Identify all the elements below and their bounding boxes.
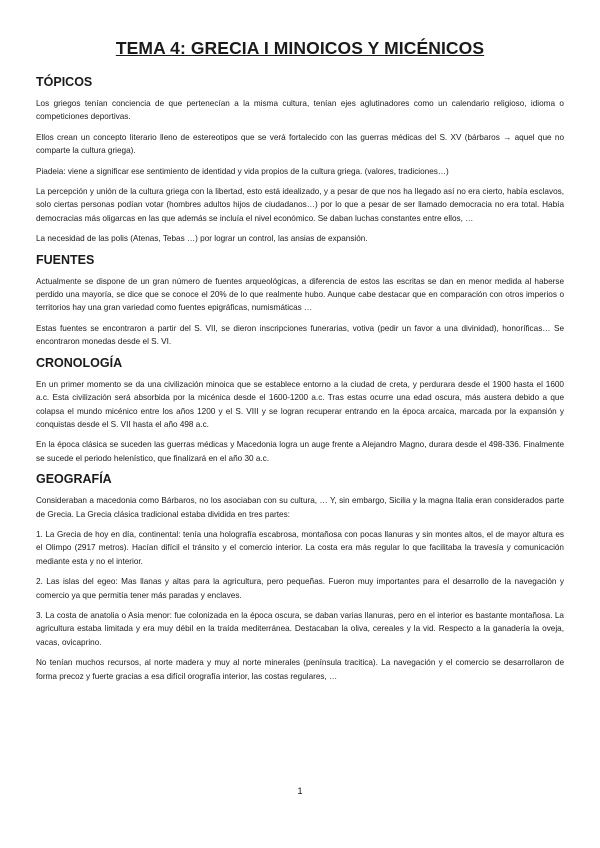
paragraph: Estas fuentes se encontraron a partir del S. VII, se dieron inscripciones funerarias, votiva (pedir un favor a una divinidad), honoríficas… Se encontraron monedas desde el S. VI. — [36, 323, 564, 347]
section-geografia — [36, 472, 564, 683]
paragraph: Ellos crean un concepto literario lleno de estereotipos que se verá fortalecido con las guerras médicas del S. XV (bárbaros → aquel que no comparte la cultura griega). — [36, 132, 564, 156]
section-heading: TÓPICOS — [36, 75, 93, 89]
paragraph: Consideraban a macedonia como Bárbaros, no los asociaban con su cultura, … Y, sin embargo, Sicilia y la magna Italia eran considerados parte de Grecia. La Grecia clásica tradicional estaba dividida en tres partes: — [36, 496, 564, 519]
paragraph: Los griegos tenían conciencia de que pertenecían a la misma cultura, tenían ejes aglutinadores como un calendario religioso, idioma o competiciones deportivas. — [36, 99, 564, 122]
page-number: 1 — [297, 786, 303, 797]
list-item: 1. La Grecia de hoy en día, continental: tenía una holografía escabrosa, montañosa con pocas llanuras y sin montes altos, el de mayor altura es el Olimpo (2917 metros). Hacían difícil el tránsito y el comercio interior. La costa era más regular lo que facilitaba la travesía y comunicación mediante esta y no el interior. — [36, 529, 564, 566]
section-fuentes — [36, 253, 564, 349]
paragraph: No tenían muchos recursos, al norte madera y muy al norte minerales (península tracitica). La navegación y el comercio se desarrollaron de forma precoz y fuerte gracias a esa difícil orografía interior, las costas regulares, … — [36, 658, 564, 681]
list-item: 2. Las islas del egeo: Mas llanas y altas para la agricultura, pero pequeñas. Fueron muy importantes para el desarrollo de la navegación y comercio ya que permitía tener más paradas y enclaves. — [36, 577, 564, 600]
paragraph: Piadeia: viene a significar ese sentimiento de identidad y vida propios de la cultura griega. (valores, tradiciones…) — [36, 166, 449, 176]
section-heading: FUENTES — [36, 252, 95, 267]
paragraph: La necesidad de las polis (Atenas, Tebas …) por lograr un control, las ansias de expansión. — [36, 234, 368, 244]
paragraph: La percepción y unión de la cultura griega con la libertad, esto está idealizado, y a pesar de que nos ha llegado así no era cierto, había esclavos, solo ciertas personas podían votar (hombres adultos hijos de ciudadanos…) por lo que a pesar de ser llamado democracia no era total. Había democracias más oligarcas en las que además se incluía el nivel económico. Se daban luchas constantes entre ellos, … — [36, 187, 564, 223]
document-page — [36, 38, 564, 690]
section-heading: GEOGRAFÍA — [36, 472, 112, 487]
paragraph: En un primer momento se da una civilización minoica que se establece entorno a la ciudad de creta, y perdurara desde el 1900 hasta el 1600 a.c. Esta civilización será absorbida por la micénica desde el 1600-1200 a.c. Tras estas ocurre una edad oscura, más austera debido a que colapsa el mundo micénico entre los años 1200 y el S. VIII y se logran recuperar entrando en la época arcaica, marcada por la expansión y conquistas desde el S. VII hasta el año 498 a.c. — [36, 379, 564, 429]
paragraph: Actualmente se dispone de un gran número de fuentes arqueológicas, a diferencia de estos las escritas se dan en menor medida al haberse perdido una mayoría, se dice que se conoce el 20% de lo que realmente hubo. Aunque cabe destacar que en comparación con otros imperios o territorios hay una gran variedad como fuentes epigráficas, numismáticas … — [36, 276, 564, 313]
section-heading: CRONOLOGÍA — [36, 355, 123, 370]
paragraph: En la época clásica se suceden las guerras médicas y Macedonia logra un auge frente a Alejandro Magno, durara desde el 498-336. Finalmente se sucede el periodo helenístico, que finalizará en el año 30 a.c. — [36, 440, 564, 463]
section-cronologia — [36, 356, 564, 465]
document-title: TEMA 4: GRECIA I MINOICOS Y MICÉNICOS — [115, 38, 485, 58]
list-item: 3. La costa de anatolia o Asia menor: fue colonizada en la época oscura, se daban varias llanuras, pero en el interior es bastante montañosa. La agricultura estaba limitada y era muy débil en la traída mediterránea. Destacaban la oliva, cereales y la vid. Respecto a la ganadería la oveja, vacas, ovicaprino. — [36, 610, 564, 647]
section-topicos — [36, 75, 564, 246]
